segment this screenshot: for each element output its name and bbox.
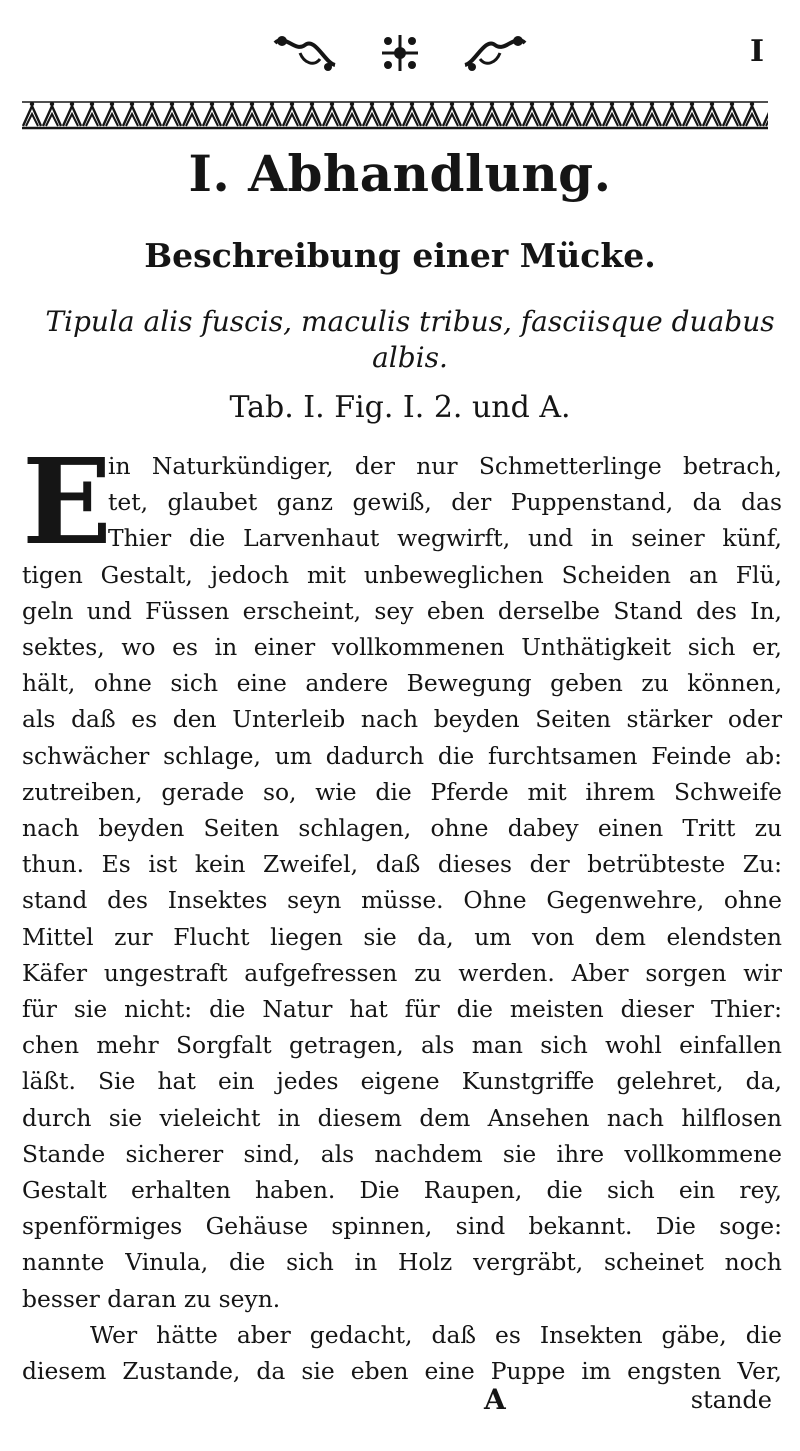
catchword: stande <box>690 1386 772 1414</box>
figure-reference: Tab. I. Fig. I. 2. und A. <box>229 390 571 425</box>
right-flourish-icon <box>460 33 530 73</box>
decorative-border-icon <box>22 100 768 130</box>
text-line: thun. Es ist kein Zweifel, daß dieses der betrübteste Zu: <box>22 850 782 879</box>
text-line: in Naturkündiger, der nur Schmetterlinge betrach, <box>108 452 782 480</box>
text-line: durch sie vieleicht in diesem dem Ansehen nach hilflosen <box>22 1103 782 1132</box>
body-text <box>22 432 782 1389</box>
header-ornaments <box>270 30 530 76</box>
text-line: Gestalt erhalten haben. Die Raupen, die sich ein rey, <box>22 1176 782 1205</box>
text-line: diesem Zustande, da sie eben eine Puppe im engsten Ver, <box>22 1357 782 1386</box>
text-line: sektes, wo es in einer vollkommenen Unthätigkeit sich er, <box>22 633 782 662</box>
text-line: tet, glaubet ganz gewiß, der Puppenstand, da das <box>108 488 782 517</box>
text-line: stand des Insektes seyn müsse. Ohne Gegenwehre, ohne <box>22 886 782 915</box>
text-line: als daß es den Unterleib nach beyden Seiten stärker oder <box>22 705 782 734</box>
text-line: chen mehr Sorgfalt getragen, als man sich wohl einfallen <box>22 1031 782 1060</box>
text-line: läßt. Sie hat ein jedes eigene Kunstgriffe gelehret, da, <box>22 1067 782 1096</box>
drop-cap: E <box>22 432 112 571</box>
text-line: für sie nicht: die Natur hat für die meisten dieser Thier: <box>22 995 782 1024</box>
text-line: schwächer schlage, um dadurch die furchtsamen Feinde ab: <box>22 741 782 770</box>
signature-mark: A <box>484 1383 506 1416</box>
text-line: nach beyden Seiten schlagen, ohne dabey einen Tritt zu <box>22 814 782 843</box>
chapter-title: I. Abhandlung. <box>188 144 612 203</box>
text-line: Stande sicherer sind, als nachdem sie ihre vollkommene <box>22 1139 782 1168</box>
page-number: I <box>749 34 764 69</box>
latin-species-name: Tipula alis fuscis, maculis tribus, fasciisque duabus albis. <box>45 305 775 374</box>
left-flourish-icon <box>270 33 340 73</box>
text-line: nannte Vinula, die sich in Holz vergräbt, scheinet noch <box>22 1248 782 1277</box>
text-line: zutreiben, gerade so, wie die Pferde mit ihrem Schweife <box>22 777 782 806</box>
text-line: geln und Füssen erscheint, sey eben derselbe Stand des In, <box>22 596 782 625</box>
text-line: Mittel zur Flucht liegen sie da, um von dem elendsten <box>22 922 782 951</box>
text-line: spenförmiges Gehäuse spinnen, sind bekannt. Die soge: <box>22 1212 782 1241</box>
chapter-subtitle: Beschreibung einer Mücke. <box>144 236 656 275</box>
text-line: besser daran zu seyn. <box>22 1284 281 1313</box>
center-rosette-icon <box>378 33 422 73</box>
text-line: Käfer ungestraft aufgefressen zu werden. Aber sorgen wir <box>22 958 782 987</box>
text-line: hält, ohne sich eine andere Bewegung geben zu können, <box>22 669 782 698</box>
text-line: tigen Gestalt, jedoch mit unbeweglichen Scheiden an Flü, <box>22 560 782 589</box>
text-line: Thier die Larvenhaut wegwirft, und in seiner künf, <box>108 524 782 553</box>
text-line: Wer hätte aber gedacht, daß es Insekten gäbe, die <box>90 1320 782 1349</box>
